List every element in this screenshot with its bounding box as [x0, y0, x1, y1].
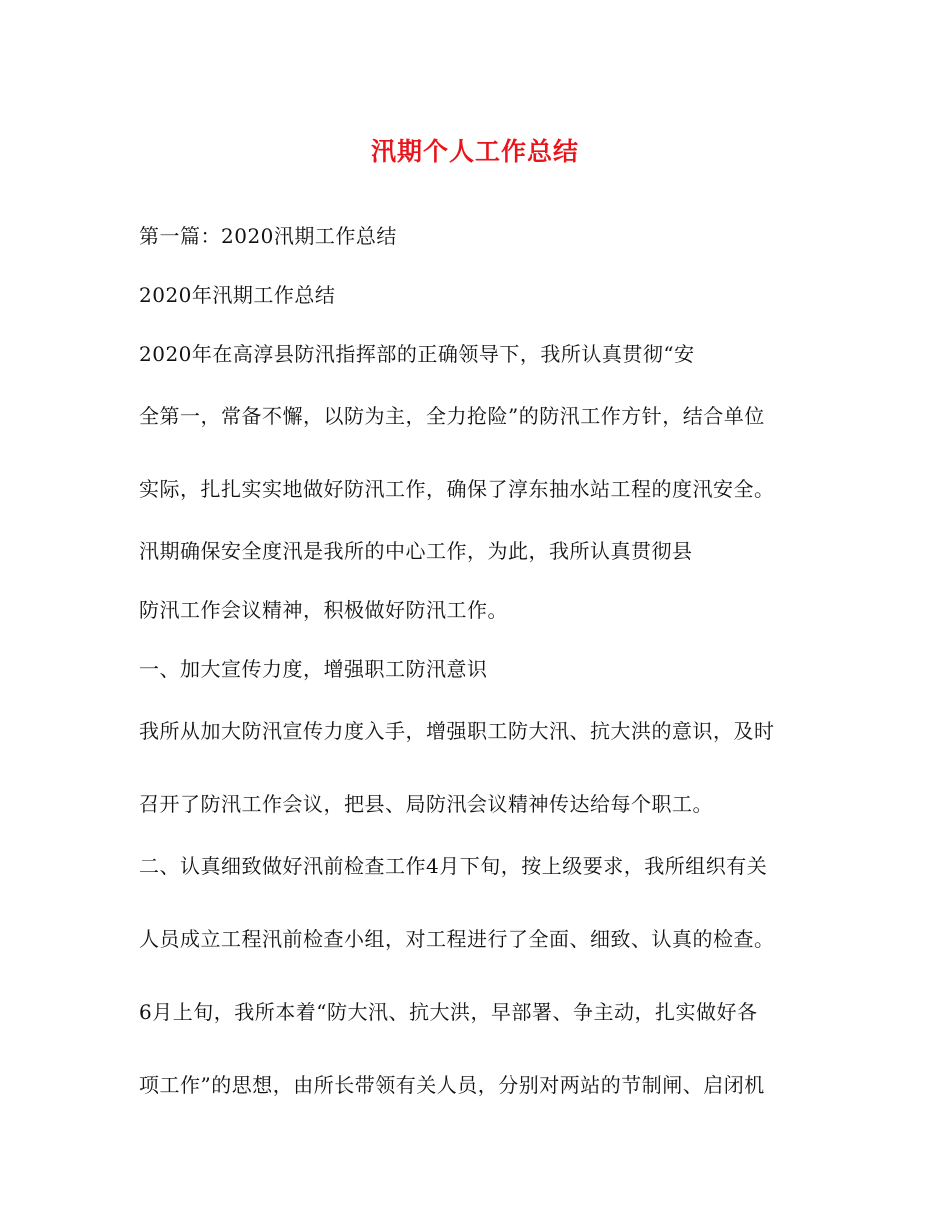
text-line-14: 项工作”的思想，由所长带领有关人员，分别对两站的节制闸、启闭机: [139, 1073, 765, 1097]
text-line-3: 2020年在高淳县防汛指挥部的正确领导下，我所认真贯彻“安: [139, 342, 695, 366]
text-line-13: 6月上旬，我所本着“防大汛、抗大洪，早部署、争主动，扎实做好各: [139, 1000, 758, 1024]
text-line-1: 第一篇：2020汛期工作总结: [139, 224, 397, 248]
text-line-9: 我所从加大防汛宣传力度入手，增强职工防大汛、抗大洪的意识，及时: [139, 719, 775, 743]
text-line-7: 防汛工作会议精神，积极做好防汛工作。: [139, 598, 508, 622]
text-line-4: 全第一，常备不懈，以防为主，全力抢险”的防汛工作方针，结合单位: [139, 404, 765, 428]
text-line-8: 一、加大宣传力度，增强职工防汛意识: [139, 657, 488, 681]
text-line-6: 汛期确保安全度汛是我所的中心工作，为此，我所认真贯彻县: [139, 539, 693, 563]
text-line-12: 人员成立工程汛前检查小组，对工程进行了全面、细致、认真的检查。: [139, 927, 775, 951]
text-line-5: 实际，扎扎实实地做好防汛工作，确保了淳东抽水站工程的度汛安全。: [139, 477, 775, 501]
text-line-10: 召开了防汛工作会议，把县、局防汛会议精神传达给每个职工。: [139, 792, 713, 816]
document-title: 汛期个人工作总结: [370, 137, 579, 166]
text-line-11: 二、认真细致做好汛前检查工作4月下旬，按上级要求，我所组织有关: [139, 854, 768, 878]
text-line-2: 2020年汛期工作总结: [139, 283, 336, 307]
